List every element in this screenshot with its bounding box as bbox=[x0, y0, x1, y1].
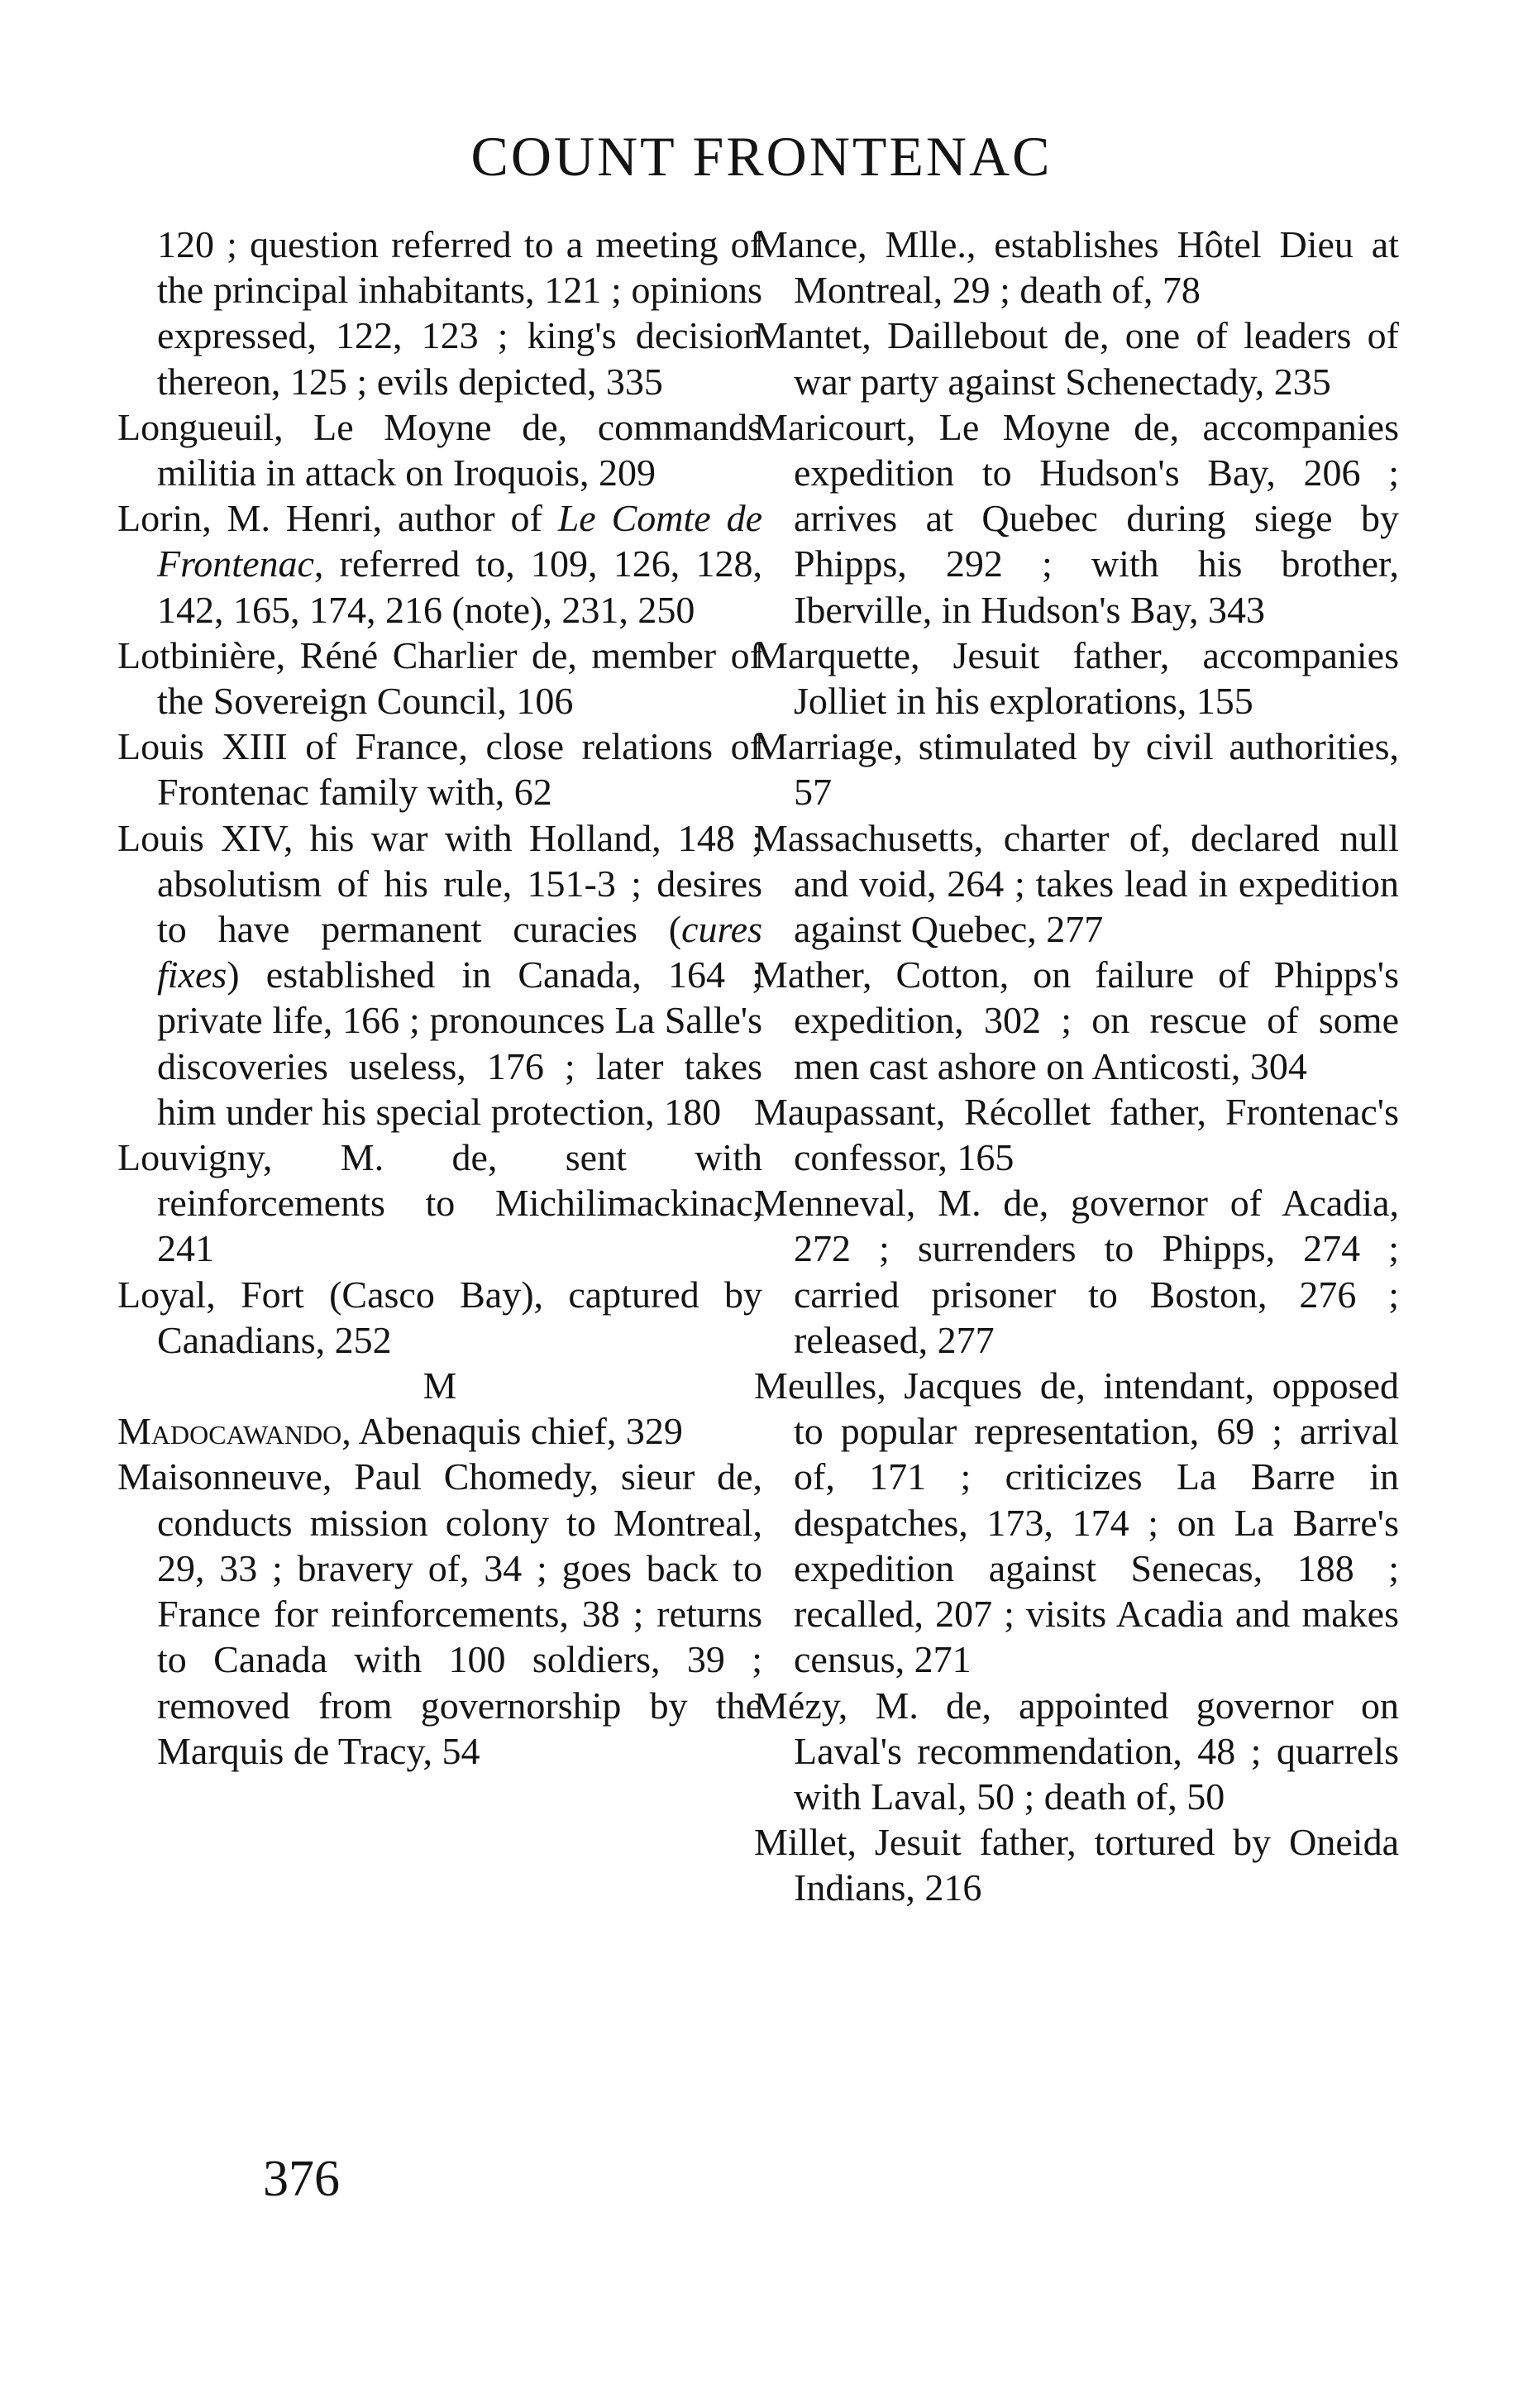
index-column-left bbox=[117, 222, 762, 1774]
index-entry bbox=[117, 1408, 762, 1454]
entry-text: Lorin, M. Henri, author of bbox=[117, 497, 558, 540]
index-entry: Mézy, M. de, appointed governor on Laval's recommendation, 48 ; quarrels with Laval, 50 ; death of, 50 bbox=[754, 1684, 1399, 1818]
index-entry: Maupassant, Récollet father, Frontenac's confessor, 165 bbox=[754, 1090, 1399, 1179]
index-entry: Marquette, Jesuit father, accompanies Jolliet in his explorations, 155 bbox=[754, 633, 1399, 723]
entry-text: ) established in Canada, 164 ; private life, 166 ; pronounces La Salle's discoveries useless, 176 ; later takes him under his special protection, 180 bbox=[157, 953, 762, 1133]
index-entry: Meulles, Jacques de, intendant, opposed to popular representation, 69 ; arrival of, 171 ; criticizes La Barre in despatches, 173, 174 ; on La Barre's expedition against Senecas, 188 ; recalled, 207 ; visits Acadia and makes census, 271 bbox=[754, 1364, 1399, 1681]
index-entry: Mather, Cotton, on failure of Phipps's expedition, 302 ; on rescue of some men cast ashore on Anticosti, 304 bbox=[754, 953, 1399, 1087]
index-entry: Marriage, stimulated by civil authorities, 57 bbox=[754, 725, 1399, 814]
index-entry: Massachusetts, charter of, declared null and void, 264 ; takes lead in expedition against Quebec, 277 bbox=[754, 816, 1399, 951]
index-entry: Loyal, Fort (Casco Bay), captured by Canadians, 252 bbox=[117, 1273, 762, 1361]
index-entry bbox=[117, 815, 762, 1135]
entry-text: Louis XIV, his war with Holland, 148 ; absolutism of his rule, 151-3 ; desires to have permanent curacies ( bbox=[117, 816, 762, 951]
index-entry bbox=[117, 495, 762, 633]
index-entry: Lotbinière, Réné Charlier de, member of the Sovereign Council, 106 bbox=[117, 633, 762, 723]
index-entry: Mance, Mlle., establishes Hôtel Dieu at Montreal, 29 ; death of, 78 bbox=[754, 223, 1399, 312]
italic-term: cures fixes bbox=[157, 908, 762, 996]
index-column-right bbox=[754, 222, 1399, 1911]
page-number: 376 bbox=[263, 2151, 340, 2207]
book-title: Le Comte de Frontenac bbox=[157, 497, 763, 585]
index-entry: Longueuil, Le Moyne de, commands militia in attack on Iroquois, 209 bbox=[117, 405, 762, 494]
entry-text: , Abenaquis chief, 329 bbox=[341, 1410, 683, 1453]
index-entry: Millet, Jesuit father, tortured by Oneida Indians, 216 bbox=[754, 1821, 1399, 1909]
index-entry: Mantet, Daillebout de, one of leaders of war party against Schenectady, 235 bbox=[754, 314, 1399, 403]
running-header: COUNT FRONTENAC bbox=[470, 125, 1053, 188]
index-entry: Louis XIII of France, close relations of Frontenac family with, 62 bbox=[117, 725, 762, 814]
section-letter: M bbox=[423, 1364, 457, 1407]
index-entry-continuation: 120 ; question referred to a meeting of the principal inhabitants, 121 ; opinions expressed, 122, 123 ; king's decision thereon, 125 ; evils depicted, 335 bbox=[157, 223, 762, 403]
index-entry: Menneval, M. de, governor of Acadia, 272 ; surrenders to Phipps, 274 ; carried prisoner to Boston, 276 ; released, 277 bbox=[754, 1182, 1399, 1361]
index-entry: Louvigny, M. de, sent with reinforcements to Michilimackinac, 241 bbox=[117, 1136, 762, 1270]
index-entry: Maricourt, Le Moyne de, accompanies expedition to Hudson's Bay, 206 ; arrives at Quebec during siege by Phipps, 292 ; with his brother, Iberville, in Hudson's Bay, 343 bbox=[754, 405, 1399, 631]
index-entry: Maisonneuve, Paul Chomedy, sieur de, conducts mission colony to Montreal, 29, 33 ; bravery of, 34 ; goes back to France for reinforcements, 38 ; returns to Canada with 100 soldiers, 39 ; removed from governorship by the Marquis de Tracy, 54 bbox=[117, 1455, 762, 1772]
small-caps-heading: Madocawando bbox=[117, 1410, 342, 1453]
entry-text: , referred to, 109, 126, 128, 142, 165, 174, 216 (note), 231, 250 bbox=[157, 542, 762, 631]
